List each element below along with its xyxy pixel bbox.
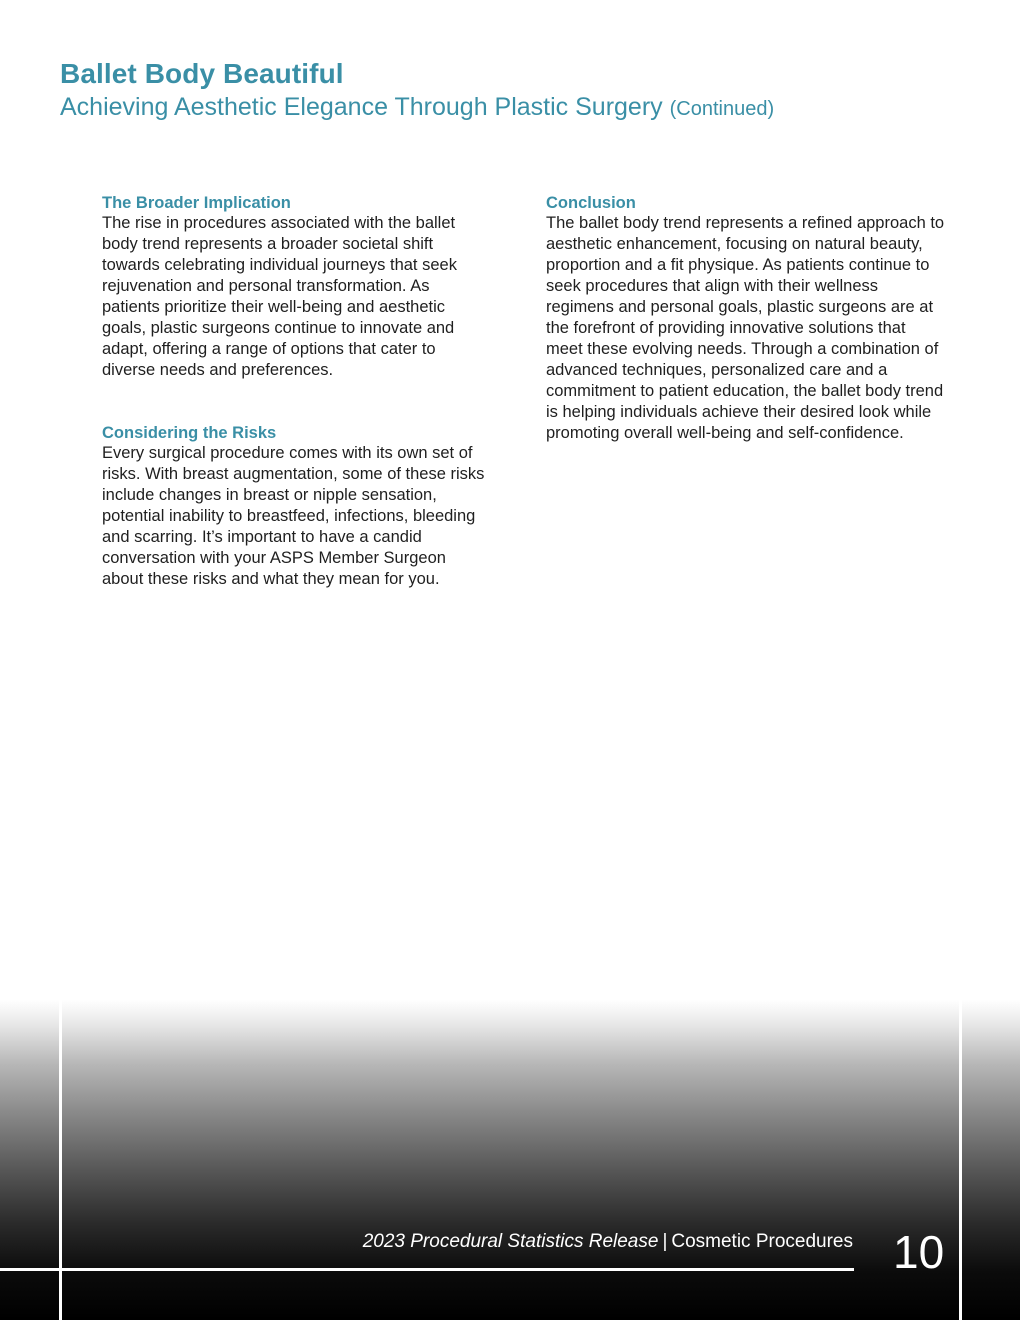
footer-divider: | (662, 1231, 668, 1252)
section-heading: Conclusion (546, 194, 636, 212)
left-column (102, 193, 490, 590)
section-broader-implication (102, 193, 490, 381)
footer-category: Cosmetic Procedures (671, 1231, 853, 1252)
footer-horizontal-rule (0, 1268, 854, 1271)
footer-caption (363, 1230, 853, 1254)
section-body: The ballet body trend represents a refined approach to aesthetic enhancement, focusing on natural beauty, proportion and a fit physique. As patients continue to seek procedures that align with their wellness regimens and personal goals, plastic surgeons are at the forefront of providing innovative solutions that meet these evolving needs. Through a combination of advanced techniques, personalized care and a commitment to patient education, the ballet body trend is helping individuals achieve their desired look while promoting overall well-being and self-confidence. (546, 214, 945, 442)
section-heading: Considering the Risks (102, 424, 277, 442)
page-footer (0, 1000, 1020, 1320)
footer-right-rule (959, 1000, 962, 1320)
subtitle-continued: (Continued) (669, 98, 775, 120)
page-number: 10 (893, 1226, 945, 1278)
section-body: Every surgical procedure comes with its own set of risks. With breast augmentation, some of these risks include changes in breast or nipple sensation, potential inability to breastfeed, infections, bleeding and scarring. It’s important to have a candid conversation with your ASPS Member Surgeon about these risks and what they mean for you. (102, 444, 485, 588)
footer-release: 2023 Procedural Statistics Release (362, 1231, 659, 1252)
footer-left-rule (59, 1000, 62, 1320)
page-title: Ballet Body Beautiful (60, 58, 344, 89)
section-body: The rise in procedures associated with the ballet body trend represents a broader societal shift towards celebrating individual journeys that seek rejuvenation and personal transformation. As patients prioritize their well-being and aesthetic goals, plastic surgeons continue to innovate and adapt, offering a range of options that cater to diverse needs and preferences. (102, 214, 457, 379)
subtitle-text: Achieving Aesthetic Elegance Through Plastic Surgery (60, 93, 663, 121)
right-column (546, 193, 946, 444)
section-considering-risks (102, 423, 490, 590)
page-subtitle (60, 92, 960, 124)
section-heading: The Broader Implication (102, 194, 291, 212)
section-conclusion (546, 193, 946, 444)
page-header (60, 58, 960, 124)
